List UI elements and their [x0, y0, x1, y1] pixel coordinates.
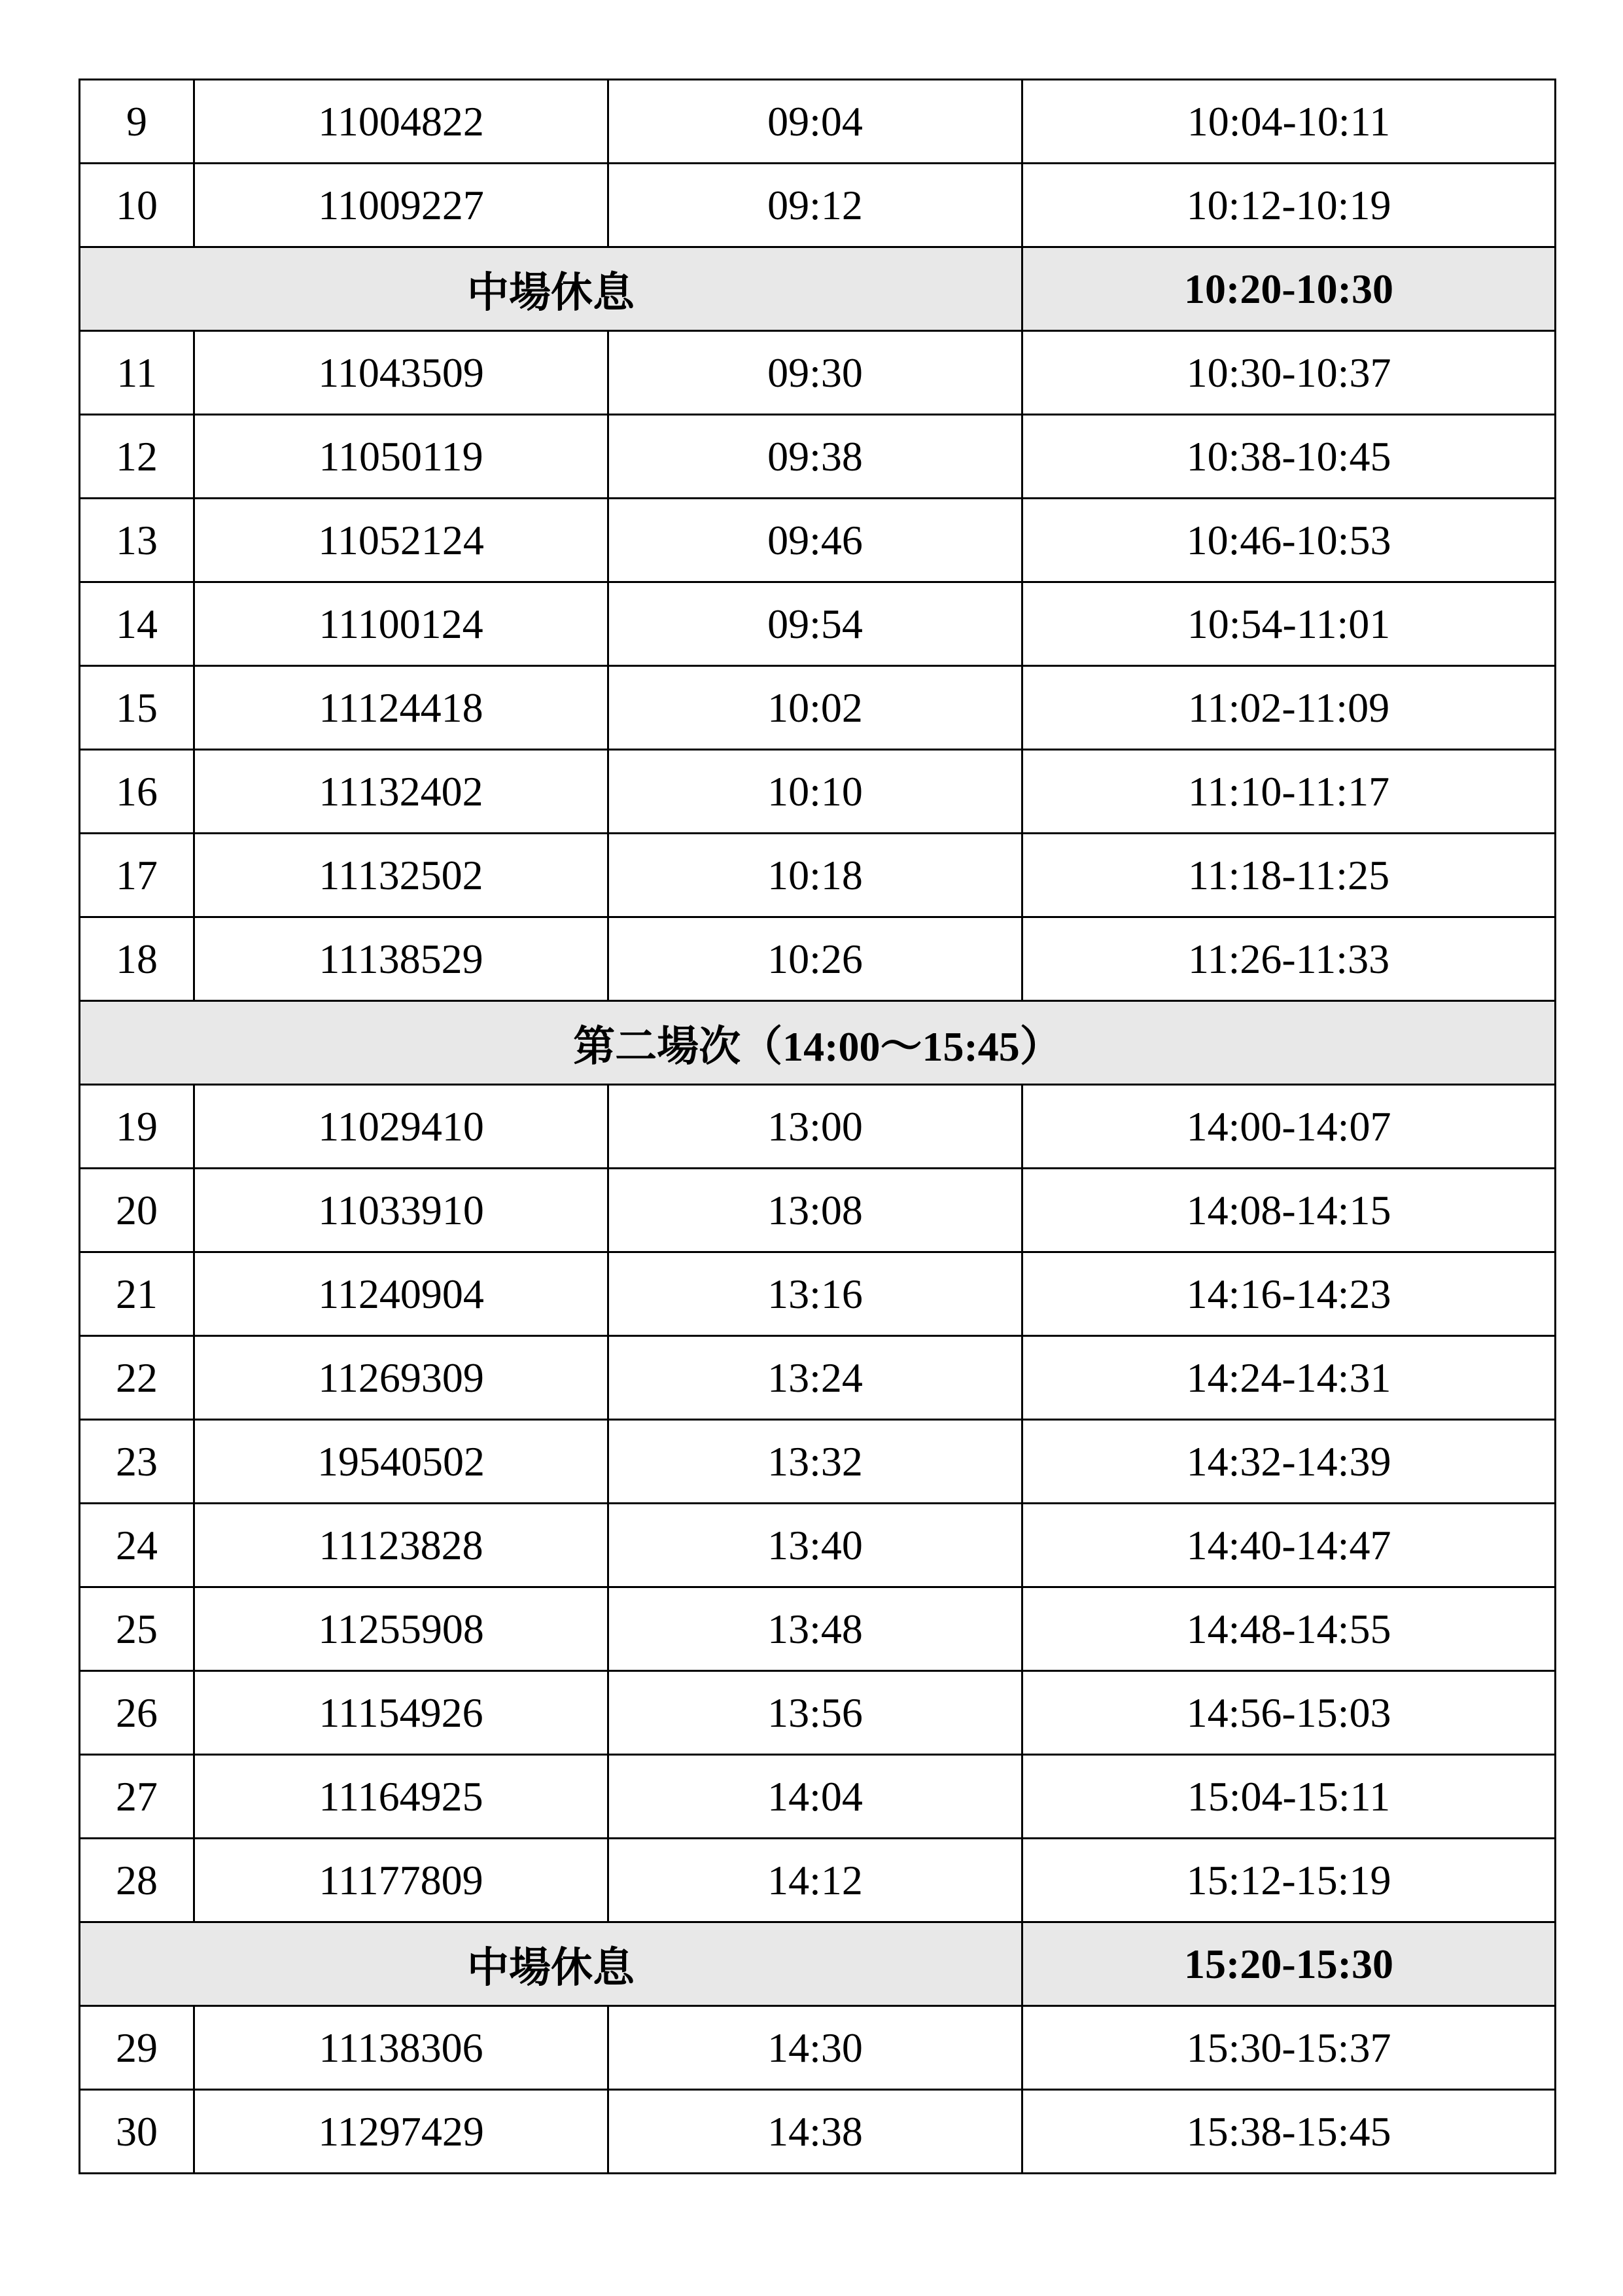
interview-slot-cell: 10:54-11:01 — [1022, 582, 1556, 666]
candidate-id-cell: 11052124 — [194, 499, 608, 582]
session-header-row — [80, 1001, 1556, 1085]
report-time-cell: 13:48 — [608, 1587, 1022, 1671]
row-number-cell: 10 — [80, 164, 194, 247]
candidate-id-cell: 11029410 — [194, 1085, 608, 1169]
table-row — [80, 2006, 1556, 2090]
report-time-cell: 09:54 — [608, 582, 1022, 666]
interview-slot-cell: 14:48-14:55 — [1022, 1587, 1556, 1671]
table-row — [80, 2090, 1556, 2174]
table-row — [80, 582, 1556, 666]
interview-slot-cell: 10:46-10:53 — [1022, 499, 1556, 582]
candidate-id-cell: 11164925 — [194, 1755, 608, 1839]
row-number-cell: 27 — [80, 1755, 194, 1839]
table-row — [80, 917, 1556, 1001]
candidate-id-cell: 11269309 — [194, 1336, 608, 1420]
report-time-cell: 13:08 — [608, 1169, 1022, 1252]
candidate-id-cell: 11009227 — [194, 164, 608, 247]
row-number-cell: 18 — [80, 917, 194, 1001]
interview-slot-cell: 14:32-14:39 — [1022, 1420, 1556, 1504]
interview-slot-cell: 14:40-14:47 — [1022, 1504, 1556, 1587]
row-number-cell: 15 — [80, 666, 194, 750]
report-time-cell: 13:56 — [608, 1671, 1022, 1755]
interview-slot-cell: 14:24-14:31 — [1022, 1336, 1556, 1420]
interview-slot-cell: 15:30-15:37 — [1022, 2006, 1556, 2090]
candidate-id-cell: 11004822 — [194, 80, 608, 164]
interview-slot-cell: 14:16-14:23 — [1022, 1252, 1556, 1336]
interview-slot-cell: 10:12-10:19 — [1022, 164, 1556, 247]
row-number-cell: 14 — [80, 582, 194, 666]
candidate-id-cell: 11033910 — [194, 1169, 608, 1252]
session-header-cell: 第二場次（14:00～15:45） — [80, 1001, 1556, 1085]
report-time-cell: 09:46 — [608, 499, 1022, 582]
report-time-cell: 09:38 — [608, 415, 1022, 499]
row-number-cell: 11 — [80, 331, 194, 415]
break-time-cell: 10:20-10:30 — [1022, 247, 1556, 331]
report-time-cell: 13:32 — [608, 1420, 1022, 1504]
row-number-cell: 13 — [80, 499, 194, 582]
candidate-id-cell: 11138529 — [194, 917, 608, 1001]
break-time-cell: 15:20-15:30 — [1022, 1922, 1556, 2006]
schedule-page — [79, 79, 1554, 2174]
break-row — [80, 1922, 1556, 2006]
interview-slot-cell: 15:04-15:11 — [1022, 1755, 1556, 1839]
report-time-cell: 09:04 — [608, 80, 1022, 164]
report-time-cell: 13:24 — [608, 1336, 1022, 1420]
candidate-id-cell: 11050119 — [194, 415, 608, 499]
table-row — [80, 1839, 1556, 1922]
row-number-cell: 16 — [80, 750, 194, 834]
candidate-id-cell: 11123828 — [194, 1504, 608, 1587]
row-number-cell: 26 — [80, 1671, 194, 1755]
interview-slot-cell: 11:02-11:09 — [1022, 666, 1556, 750]
table-row — [80, 1420, 1556, 1504]
table-row — [80, 415, 1556, 499]
table-row — [80, 1336, 1556, 1420]
table-row — [80, 80, 1556, 164]
report-time-cell: 14:38 — [608, 2090, 1022, 2174]
row-number-cell: 24 — [80, 1504, 194, 1587]
interview-slot-cell: 11:26-11:33 — [1022, 917, 1556, 1001]
interview-slot-cell: 14:08-14:15 — [1022, 1169, 1556, 1252]
table-row — [80, 666, 1556, 750]
break-label-cell: 中場休息 — [80, 1922, 1022, 2006]
schedule-table-body — [80, 80, 1556, 2174]
candidate-id-cell: 11132402 — [194, 750, 608, 834]
interview-slot-cell: 15:12-15:19 — [1022, 1839, 1556, 1922]
report-time-cell: 13:40 — [608, 1504, 1022, 1587]
candidate-id-cell: 11255908 — [194, 1587, 608, 1671]
table-row — [80, 499, 1556, 582]
row-number-cell: 12 — [80, 415, 194, 499]
table-row — [80, 164, 1556, 247]
report-time-cell: 09:12 — [608, 164, 1022, 247]
table-row — [80, 1504, 1556, 1587]
interview-slot-cell: 14:00-14:07 — [1022, 1085, 1556, 1169]
candidate-id-cell: 11154926 — [194, 1671, 608, 1755]
schedule-table — [79, 79, 1556, 2174]
candidate-id-cell: 11043509 — [194, 331, 608, 415]
report-time-cell: 14:04 — [608, 1755, 1022, 1839]
table-row — [80, 331, 1556, 415]
report-time-cell: 13:00 — [608, 1085, 1022, 1169]
candidate-id-cell: 11124418 — [194, 666, 608, 750]
row-number-cell: 20 — [80, 1169, 194, 1252]
table-row — [80, 1755, 1556, 1839]
row-number-cell: 17 — [80, 834, 194, 917]
candidate-id-cell: 11132502 — [194, 834, 608, 917]
candidate-id-cell: 19540502 — [194, 1420, 608, 1504]
break-label-cell: 中場休息 — [80, 247, 1022, 331]
row-number-cell: 28 — [80, 1839, 194, 1922]
interview-slot-cell: 15:38-15:45 — [1022, 2090, 1556, 2174]
candidate-id-cell: 11138306 — [194, 2006, 608, 2090]
candidate-id-cell: 11240904 — [194, 1252, 608, 1336]
report-time-cell: 14:12 — [608, 1839, 1022, 1922]
report-time-cell: 10:18 — [608, 834, 1022, 917]
interview-slot-cell: 14:56-15:03 — [1022, 1671, 1556, 1755]
table-row — [80, 1252, 1556, 1336]
candidate-id-cell: 11100124 — [194, 582, 608, 666]
row-number-cell: 29 — [80, 2006, 194, 2090]
candidate-id-cell: 11297429 — [194, 2090, 608, 2174]
candidate-id-cell: 11177809 — [194, 1839, 608, 1922]
row-number-cell: 9 — [80, 80, 194, 164]
report-time-cell: 10:02 — [608, 666, 1022, 750]
report-time-cell: 14:30 — [608, 2006, 1022, 2090]
interview-slot-cell: 11:18-11:25 — [1022, 834, 1556, 917]
interview-slot-cell: 10:38-10:45 — [1022, 415, 1556, 499]
row-number-cell: 30 — [80, 2090, 194, 2174]
interview-slot-cell: 10:30-10:37 — [1022, 331, 1556, 415]
interview-slot-cell: 10:04-10:11 — [1022, 80, 1556, 164]
table-row — [80, 834, 1556, 917]
report-time-cell: 09:30 — [608, 331, 1022, 415]
row-number-cell: 25 — [80, 1587, 194, 1671]
report-time-cell: 10:26 — [608, 917, 1022, 1001]
break-row — [80, 247, 1556, 331]
row-number-cell: 21 — [80, 1252, 194, 1336]
interview-slot-cell: 11:10-11:17 — [1022, 750, 1556, 834]
table-row — [80, 1671, 1556, 1755]
table-row — [80, 750, 1556, 834]
report-time-cell: 10:10 — [608, 750, 1022, 834]
table-row — [80, 1085, 1556, 1169]
row-number-cell: 23 — [80, 1420, 194, 1504]
row-number-cell: 19 — [80, 1085, 194, 1169]
table-row — [80, 1587, 1556, 1671]
row-number-cell: 22 — [80, 1336, 194, 1420]
report-time-cell: 13:16 — [608, 1252, 1022, 1336]
table-row — [80, 1169, 1556, 1252]
